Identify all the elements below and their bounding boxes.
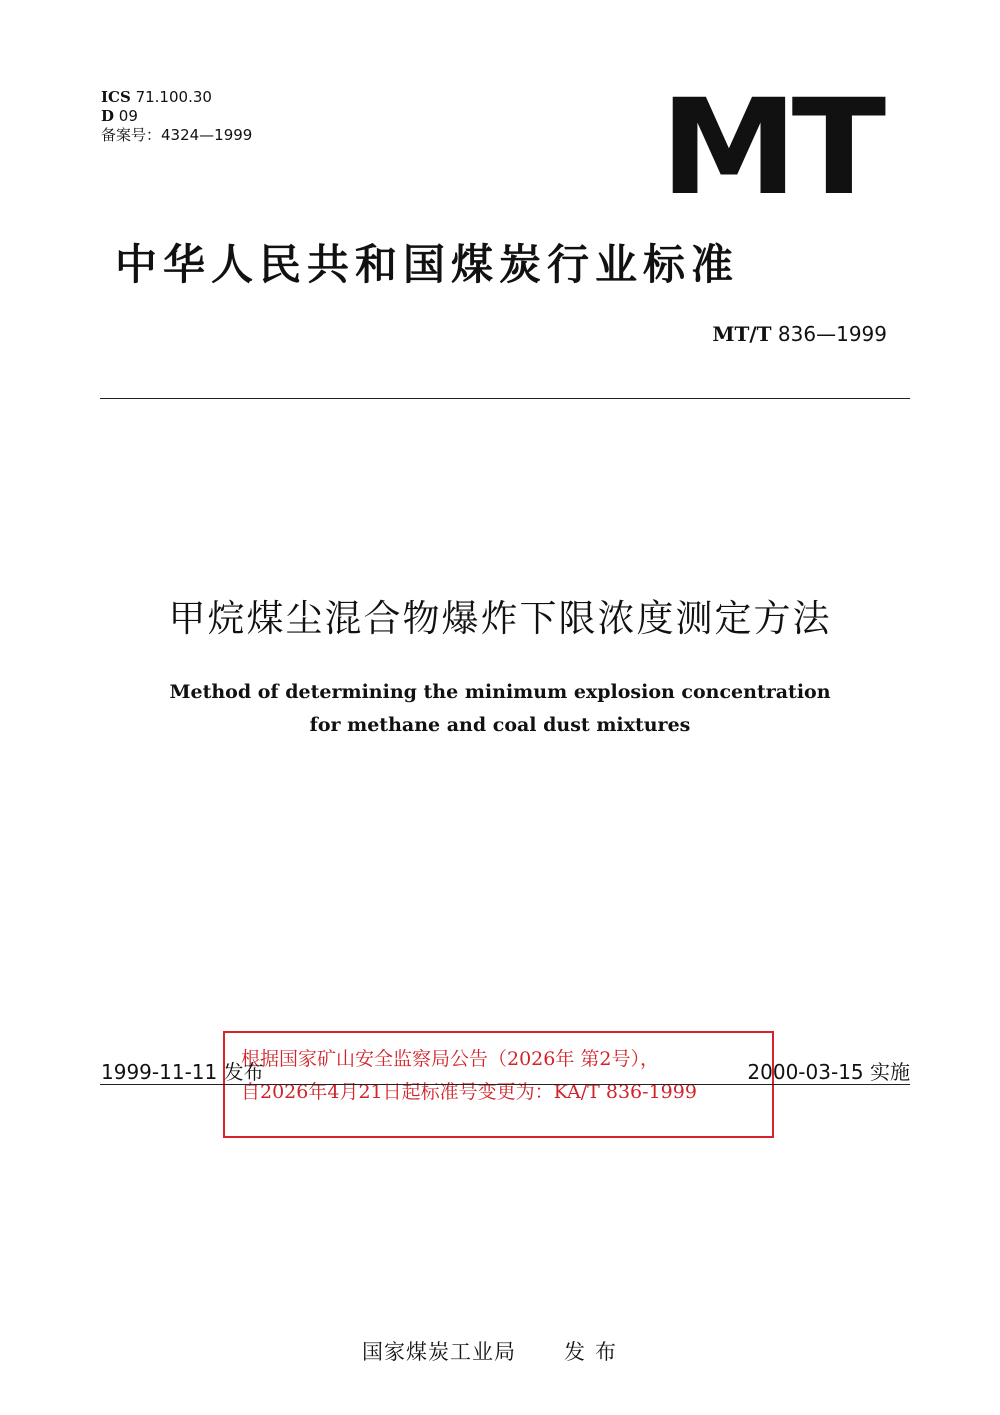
ics-value: 71.100.30 — [135, 88, 212, 106]
issuer-org: 国家煤炭工业局 — [362, 1340, 516, 1364]
issuer-action: 发布 — [564, 1340, 626, 1364]
title-en-line-2: for methane and coal dust mixtures — [309, 714, 691, 736]
document-title-chinese: 甲烷煤尘混合物爆炸下限浓度测定方法 — [168, 597, 832, 640]
issue-date: 1999-11-11 发布 — [101, 1060, 264, 1084]
title-en-line-1: Method of determining the minimum explosion concentration — [169, 681, 831, 703]
standard-number — [712, 322, 887, 346]
ccs-label: D — [101, 107, 115, 125]
ics-code — [101, 88, 252, 107]
document-title-english — [0, 676, 1000, 742]
bottom-divider — [100, 1084, 910, 1085]
standard-number-prefix: MT/T — [712, 322, 772, 346]
notice-line-2: 自2026年4月21日起标准号变更为：KA/T 836-1999 — [241, 1081, 697, 1103]
implementation-date: 2000-03-15 实施 — [747, 1060, 910, 1084]
standard-number-value: 836—1999 — [777, 322, 887, 346]
notice-line-1: 根据国家矿山安全监察局公告（2026年 第2号）， — [241, 1048, 659, 1070]
issuing-authority — [362, 1336, 626, 1366]
ics-label: ICS — [101, 88, 131, 106]
mt-logo: MT — [660, 71, 880, 225]
standard-category-title: 中华人民共和国煤炭行业标准 — [115, 240, 740, 289]
ccs-code — [101, 107, 252, 126]
top-divider — [100, 398, 910, 399]
ccs-value: 09 — [118, 107, 138, 125]
filing-number: 备案号：4324—1999 — [101, 126, 253, 144]
classification-block — [101, 88, 252, 145]
